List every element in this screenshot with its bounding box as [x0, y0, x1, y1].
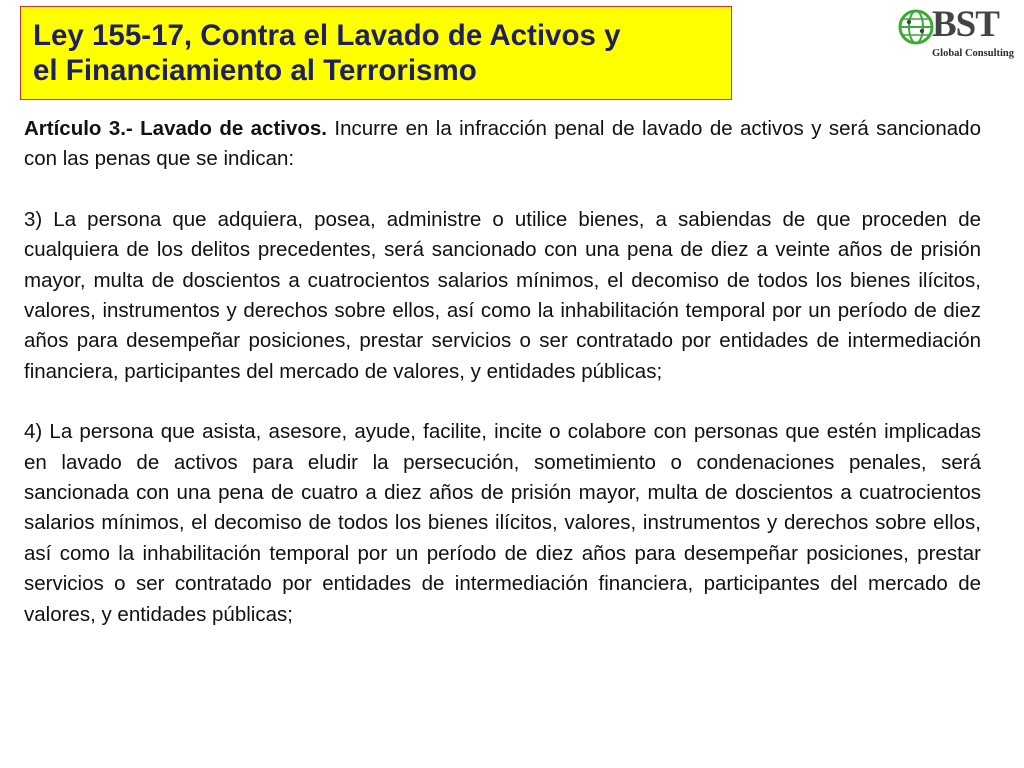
logo-wordmark: BST	[932, 4, 999, 45]
article-intro: Incurre en la infracción penal de lavado de activos y será sancionado con las penas que se indican:	[24, 117, 981, 171]
article-intro-paragraph	[24, 114, 981, 175]
slide-title-box	[20, 6, 732, 100]
article-item-4: 4) La persona que asista, asesore, ayude, facilite, incite o colabore con personas que estén implicadas en lavado de activos para eludir la persecución, sometimiento o condenaciones penales, será sancionada con una pena de cuatro a diez años de prisión mayor, multa de doscientos a cuatrocientos salarios mínimos, el decomiso de todos los bienes ilícitos, valores, instrumentos y derechos sobre ellos, así como la inhabilitación temporal por un período de diez años para desempeñar posiciones, prestar servicios o ser contratado por entidades de intermediación financiera, participantes del mercado de valores, y entidades públicas;	[24, 420, 981, 626]
logo-tagline: Global Consulting	[932, 48, 1014, 59]
article-item-3: 3) La persona que adquiera, posea, administre o utilice bienes, a sabiendas de que proceden de cualquiera de los delitos precedentes, será sancionado con una pena de diez a veinte años de prisión mayor, multa de doscientos a cuatrocientos salarios mínimos, el decomiso de todos los bienes ilícitos, valores, instrumentos y derechos sobre ellos, así como la inhabilitación temporal por un período de diez años para desempeñar posiciones, prestar servicios o ser contratado por entidades de intermediación financiera, participantes del mercado de valores, y entidades públicas;	[24, 207, 981, 383]
globe-icon	[898, 9, 934, 45]
bst-logo	[896, 5, 1022, 65]
article-body	[24, 114, 981, 660]
article-heading: Artículo 3.- Lavado de activos.	[24, 117, 327, 140]
slide-title-line-2: el Financiamiento al Terrorismo	[33, 54, 477, 87]
slide-title-line-1: Ley 155-17, Contra el Lavado de Activos y	[33, 19, 621, 52]
